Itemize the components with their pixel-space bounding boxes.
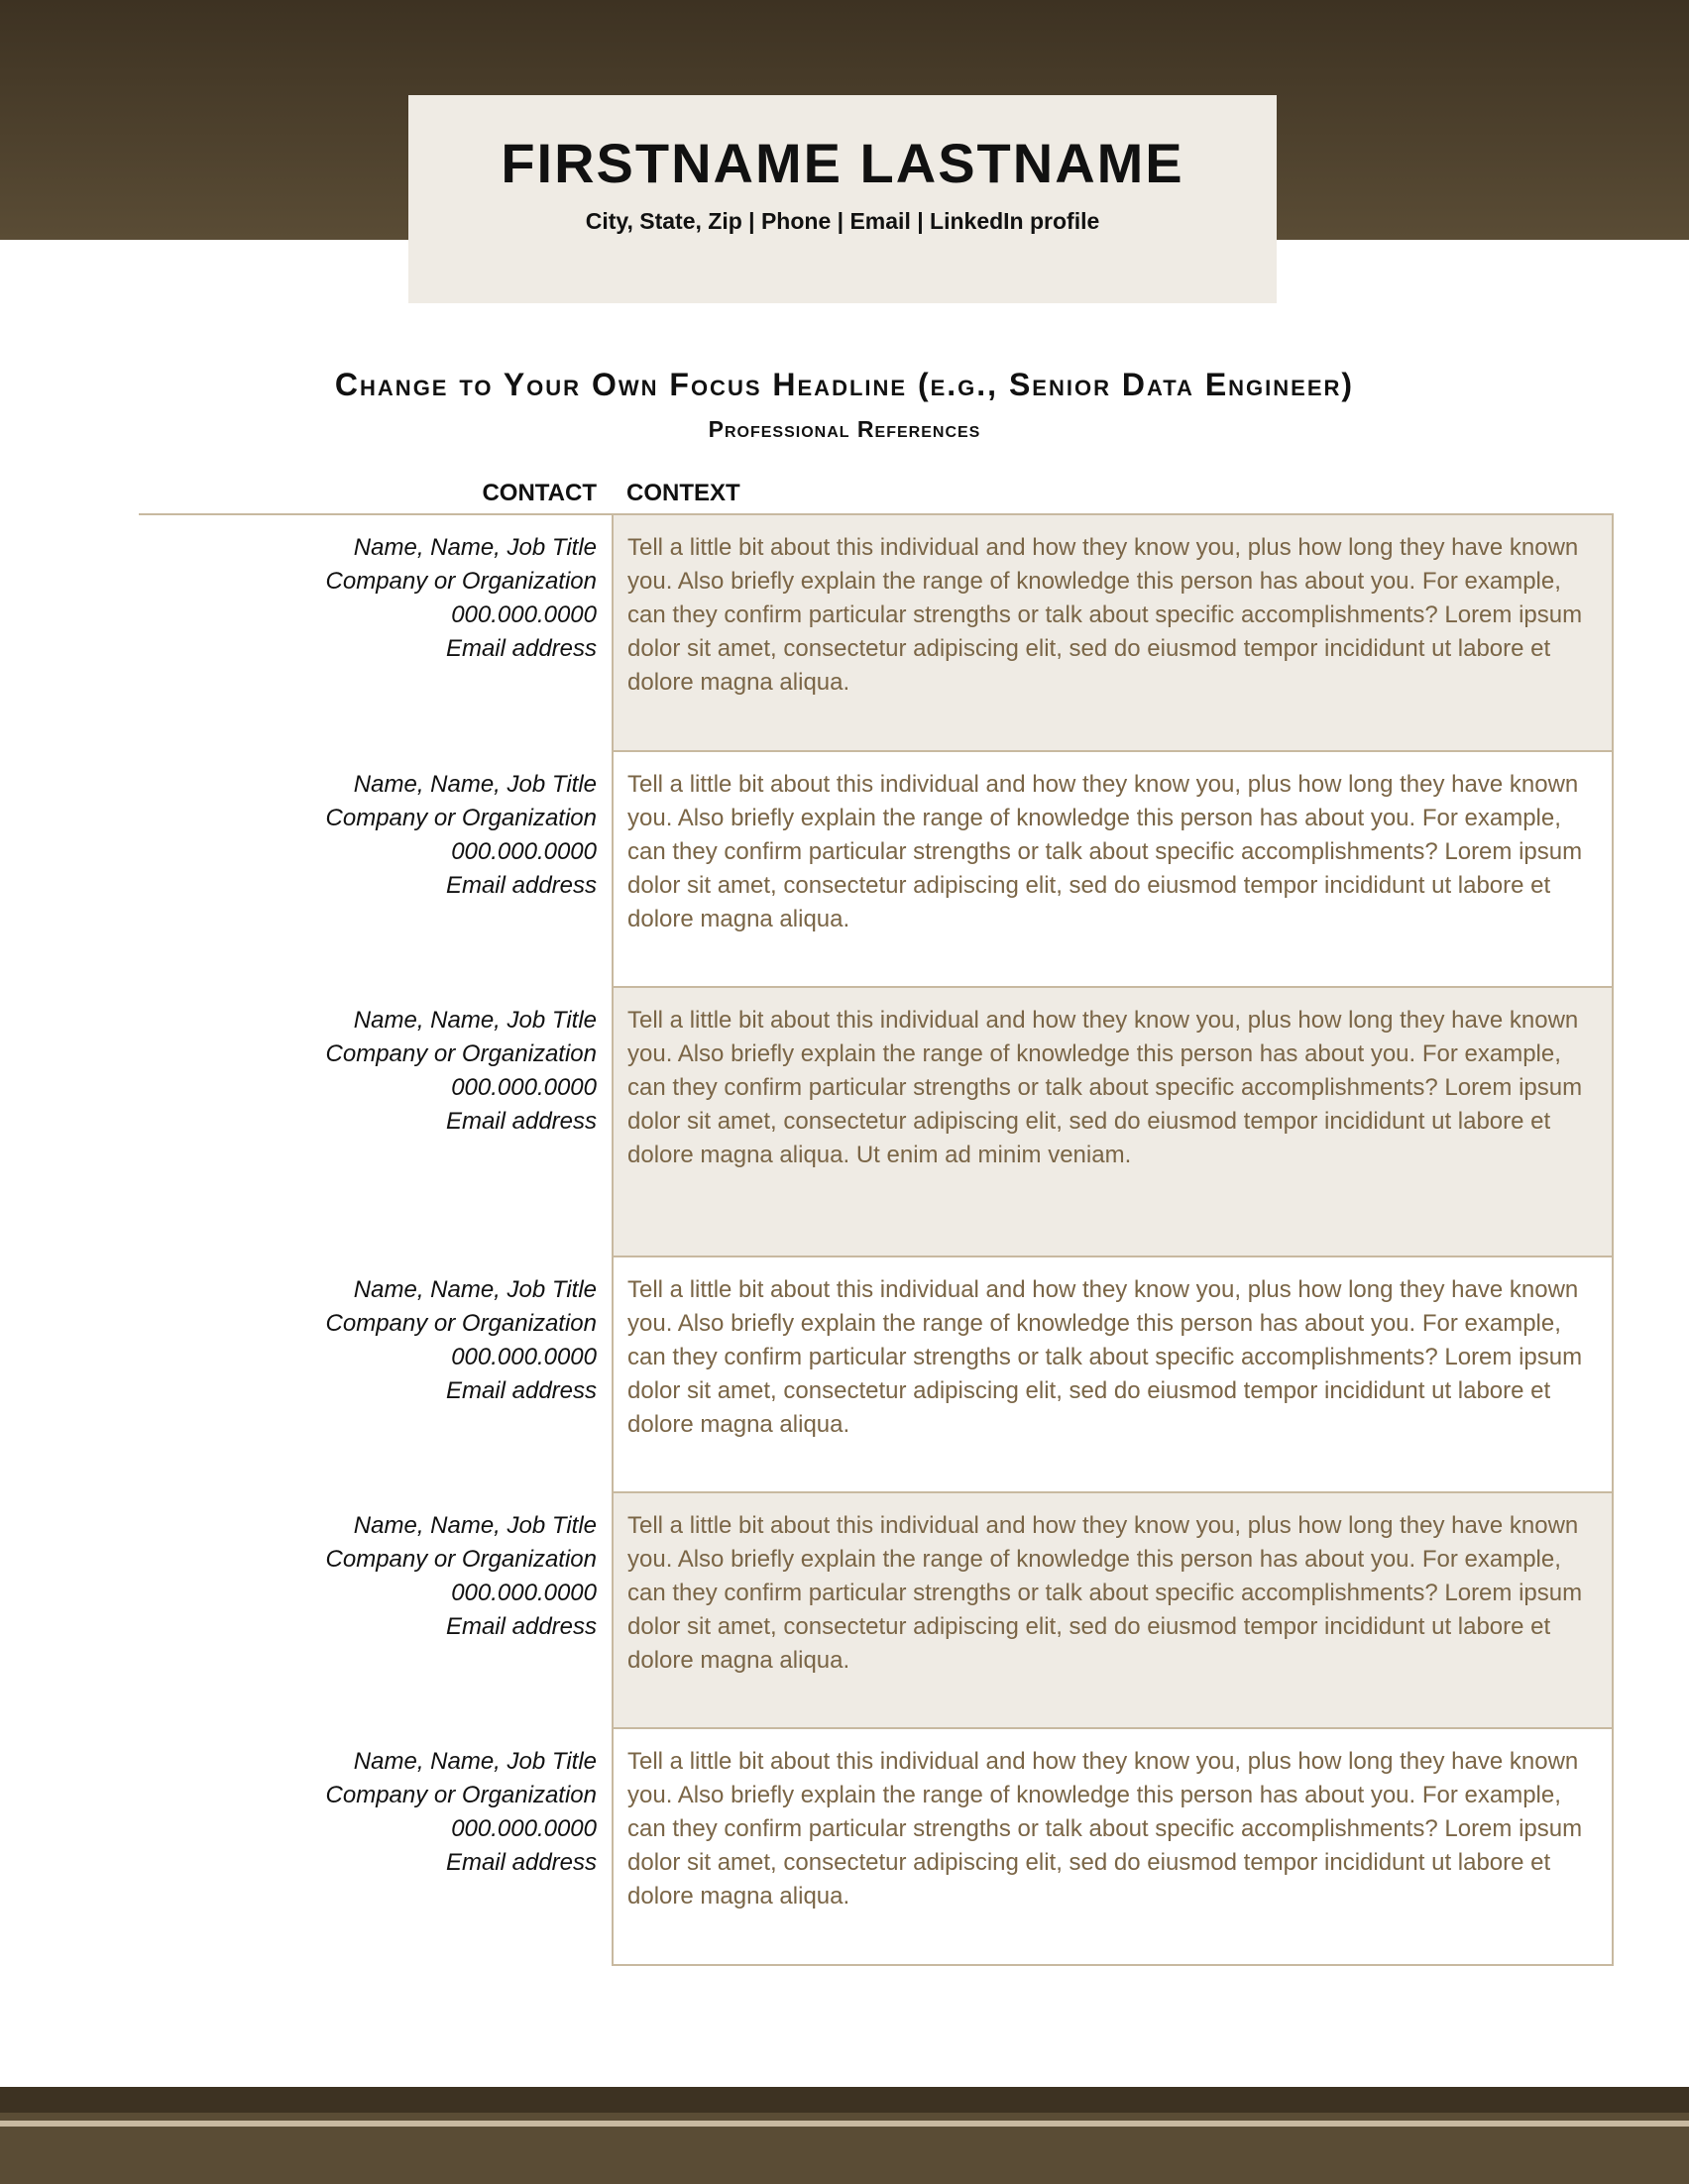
reference-organization: Company or Organization [325,805,597,831]
reference-email: Email address [445,1377,597,1404]
reference-email: Email address [445,635,597,662]
focus-headline: Change to Your Own Focus Headline (e.g., Senior Data Engineer) [334,367,1355,402]
reference-email: Email address [445,1849,597,1876]
reference-name: Name, Name, Job Title [353,534,597,561]
reference-organization: Company or Organization [325,568,597,595]
section-subheadline: Professional References [708,416,981,442]
reference-context: Tell a little bit about this individual and how they know you, plus how long they have known you. Also briefly explain the range of knowledge this person has about you. For example, can they confirm particular strengths or talk about specific accomplishments? Lorem ipsum dolor sit amet, consectetur adipiscing elit, sed do eiusmod tempor incididunt ut labore et dolore magna aliqua. [612,1256,1614,1493]
reference-contact [198,1004,597,1139]
footer-band [0,2087,1689,2184]
reference-phone: 000.000.0000 [451,1074,597,1101]
reference-name: Name, Name, Job Title [353,1276,597,1303]
reference-phone: 000.000.0000 [451,1344,597,1370]
reference-name: Name, Name, Job Title [353,1748,597,1775]
reference-email: Email address [445,1108,597,1135]
column-header-context: CONTEXT [626,480,740,506]
reference-organization: Company or Organization [325,1310,597,1337]
reference-context: Tell a little bit about this individual and how they know you, plus how long they have known you. Also briefly explain the range of knowledge this person has about you. For example, can they confirm particular strengths or talk about specific accomplishments? Lorem ipsum dolor sit amet, consectetur adipiscing elit, sed do eiusmod tempor incididunt ut labore et dolore magna aliqua. Ut enim ad minim veniam. [612,986,1614,1257]
reference-contact [198,1745,597,1880]
reference-email: Email address [445,872,597,899]
reference-name: Name, Name, Job Title [353,1007,597,1034]
reference-organization: Company or Organization [325,1546,597,1573]
column-header-contact: CONTACT [482,480,597,506]
reference-context: Tell a little bit about this individual and how they know you, plus how long they have known you. Also briefly explain the range of knowledge this person has about you. For example, can they confirm particular strengths or talk about specific accomplishments? Lorem ipsum dolor sit amet, consectetur adipiscing elit, sed do eiusmod tempor incididunt ut labore et dolore magna aliqua. [612,750,1614,988]
reference-context: Tell a little bit about this individual and how they know you, plus how long they have known you. Also briefly explain the range of knowledge this person has about you. For example, can they confirm particular strengths or talk about specific accomplishments? Lorem ipsum dolor sit amet, consectetur adipiscing elit, sed do eiusmod tempor incididunt ut labore et dolore magna aliqua. [612,1727,1614,1966]
reference-contact [198,1273,597,1408]
reference-phone: 000.000.0000 [451,1580,597,1606]
reference-organization: Company or Organization [325,1040,597,1067]
reference-phone: 000.000.0000 [451,601,597,628]
footer-stripe-light [0,2121,1689,2127]
reference-name: Name, Name, Job Title [353,1512,597,1539]
reference-phone: 000.000.0000 [451,1815,597,1842]
reference-context: Tell a little bit about this individual and how they know you, plus how long they have known you. Also briefly explain the range of knowledge this person has about you. For example, can they confirm particular strengths or talk about specific accomplishments? Lorem ipsum dolor sit amet, consectetur adipiscing elit, sed do eiusmod tempor incididunt ut labore et dolore magna aliqua. [612,1491,1614,1729]
reference-contact [198,531,597,666]
reference-email: Email address [445,1613,597,1640]
candidate-name: FIRSTNAME LASTNAME [501,132,1184,194]
reference-contact [198,1509,597,1644]
reference-organization: Company or Organization [325,1782,597,1808]
name-box [408,95,1277,303]
reference-context: Tell a little bit about this individual and how they know you, plus how long they have known you. Also briefly explain the range of knowledge this person has about you. For example, can they confirm particular strengths or talk about specific accomplishments? Lorem ipsum dolor sit amet, consectetur adipiscing elit, sed do eiusmod tempor incididunt ut labore et dolore magna aliqua. [612,513,1614,752]
reference-phone: 000.000.0000 [451,838,597,865]
reference-name: Name, Name, Job Title [353,771,597,798]
footer-stripe-dark [0,2087,1689,2113]
contact-line: City, State, Zip | Phone | Email | LinkedIn profile [585,207,1100,234]
reference-contact [198,768,597,903]
header-divider [139,513,613,515]
